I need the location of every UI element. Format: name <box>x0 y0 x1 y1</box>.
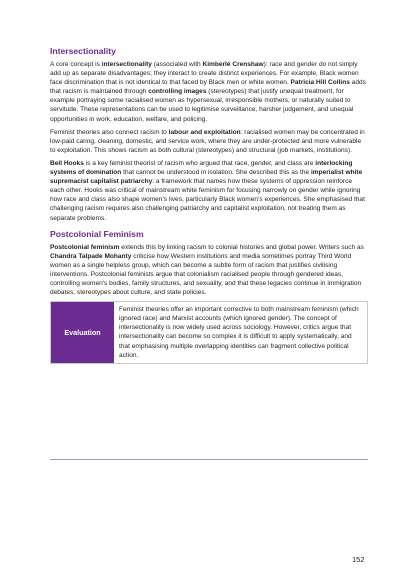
emphasis-text: Chandra Talpade Mohanty <box>50 252 132 260</box>
section-divider <box>50 459 368 460</box>
body-text: ): race and gender do not simply add up as separate disadvantages; they interact to create distinct experiences. For example, Black women face discrimination that is not identical to that faced by Black men or white women. <box>50 61 359 87</box>
emphasis-text: imperialist white supremacist capitalist patriarchy <box>50 169 363 186</box>
evaluation-label: Evaluation <box>51 302 114 363</box>
paragraph <box>50 128 368 155</box>
page-content <box>50 46 368 364</box>
emphasis-text: Postcolonial feminism <box>50 243 120 251</box>
body-text: adds that racism is maintained through <box>50 79 366 96</box>
emphasis-text: controlling images <box>148 88 207 96</box>
page-number: 152 <box>352 555 365 564</box>
paragraph <box>50 60 368 124</box>
emphasis-text: Bell Hooks <box>50 159 84 167</box>
body-text: (stereotypes) that justify unequal treatment, for example portraying some racialised women as hypersexual, irresponsible mothers, or naturally suited to servitude. These representations can be used to legitimise surveillance, harsher judgement, and unequal opportunities in work, education, welfare, and policing. <box>50 88 354 123</box>
body-text: that cannot be understood in isolation. She described this as the <box>121 169 311 177</box>
section-heading-intersectionality: Intersectionality <box>50 46 116 56</box>
section-heading-postcolonial-feminism: Postcolonial Feminism <box>50 228 144 239</box>
emphasis-text: interlocking systems of domination <box>50 159 353 177</box>
body-text: : racialised women may be concentrated in low-paid caring, cleaning, domestic, and service work, where they are under-protected and more vulnerable to exploitation. This shows racism as both cultural (stereotypes) and structural (job markets, institutions). <box>50 128 365 154</box>
body-text: extends this by linking racism to colonial histories and global power. Writers such as <box>119 243 364 251</box>
body-text: criticise how Western institutions and media sometimes portray Third World women as a single helpless group, which can become a subtle form of racism that justifies civilising interventions. Postcolonial feminists argue that colonialism racialised people through gendered ideas, controlling women's bodies, family structures, and sexuality, and that these legacies continue in immigration debates, stereotypes about culture, and state policies. <box>50 252 362 297</box>
body-text: is a key feminist theorist of racism who argued that race, gender, and class are <box>83 159 316 167</box>
body-text: : a framework that names how these systems of oppression reinforce each other. Hooks was critical of mainstream white feminism for focusing narrowly on gender while ignoring how race and class also shape women’s lives, particularly Black women’s experiences. She emphasised that challenging racism requires also challenging patriarchy and capitalist exploitation, not treating them as separate problems. <box>50 178 365 222</box>
paragraph <box>50 243 368 298</box>
emphasis-text: labour and exploitation <box>168 128 241 136</box>
body-text: (associated with <box>151 61 203 68</box>
paragraph <box>50 159 368 223</box>
emphasis-text: intersectionality <box>101 61 152 68</box>
emphasis-text: Patricia Hill Collins <box>290 79 350 87</box>
emphasis-text: Kimberlé Crenshaw <box>202 61 264 68</box>
body-text: Feminist theories also connect racism to <box>50 128 169 136</box>
evaluation-text: Feminist theories offer an important corrective to both mainstream feminism (which ignored race) and Marxist accounts (which ignored gender). The concept of intersectionality is now widely used across sociology. However, critics argue that intersectionality can become so complex it is difficult to apply systematically, and that emphasising multiple overlapping identities can fragment collective political action. <box>114 302 367 363</box>
evaluation-box <box>50 301 368 364</box>
body-text: A core concept is <box>50 61 102 68</box>
